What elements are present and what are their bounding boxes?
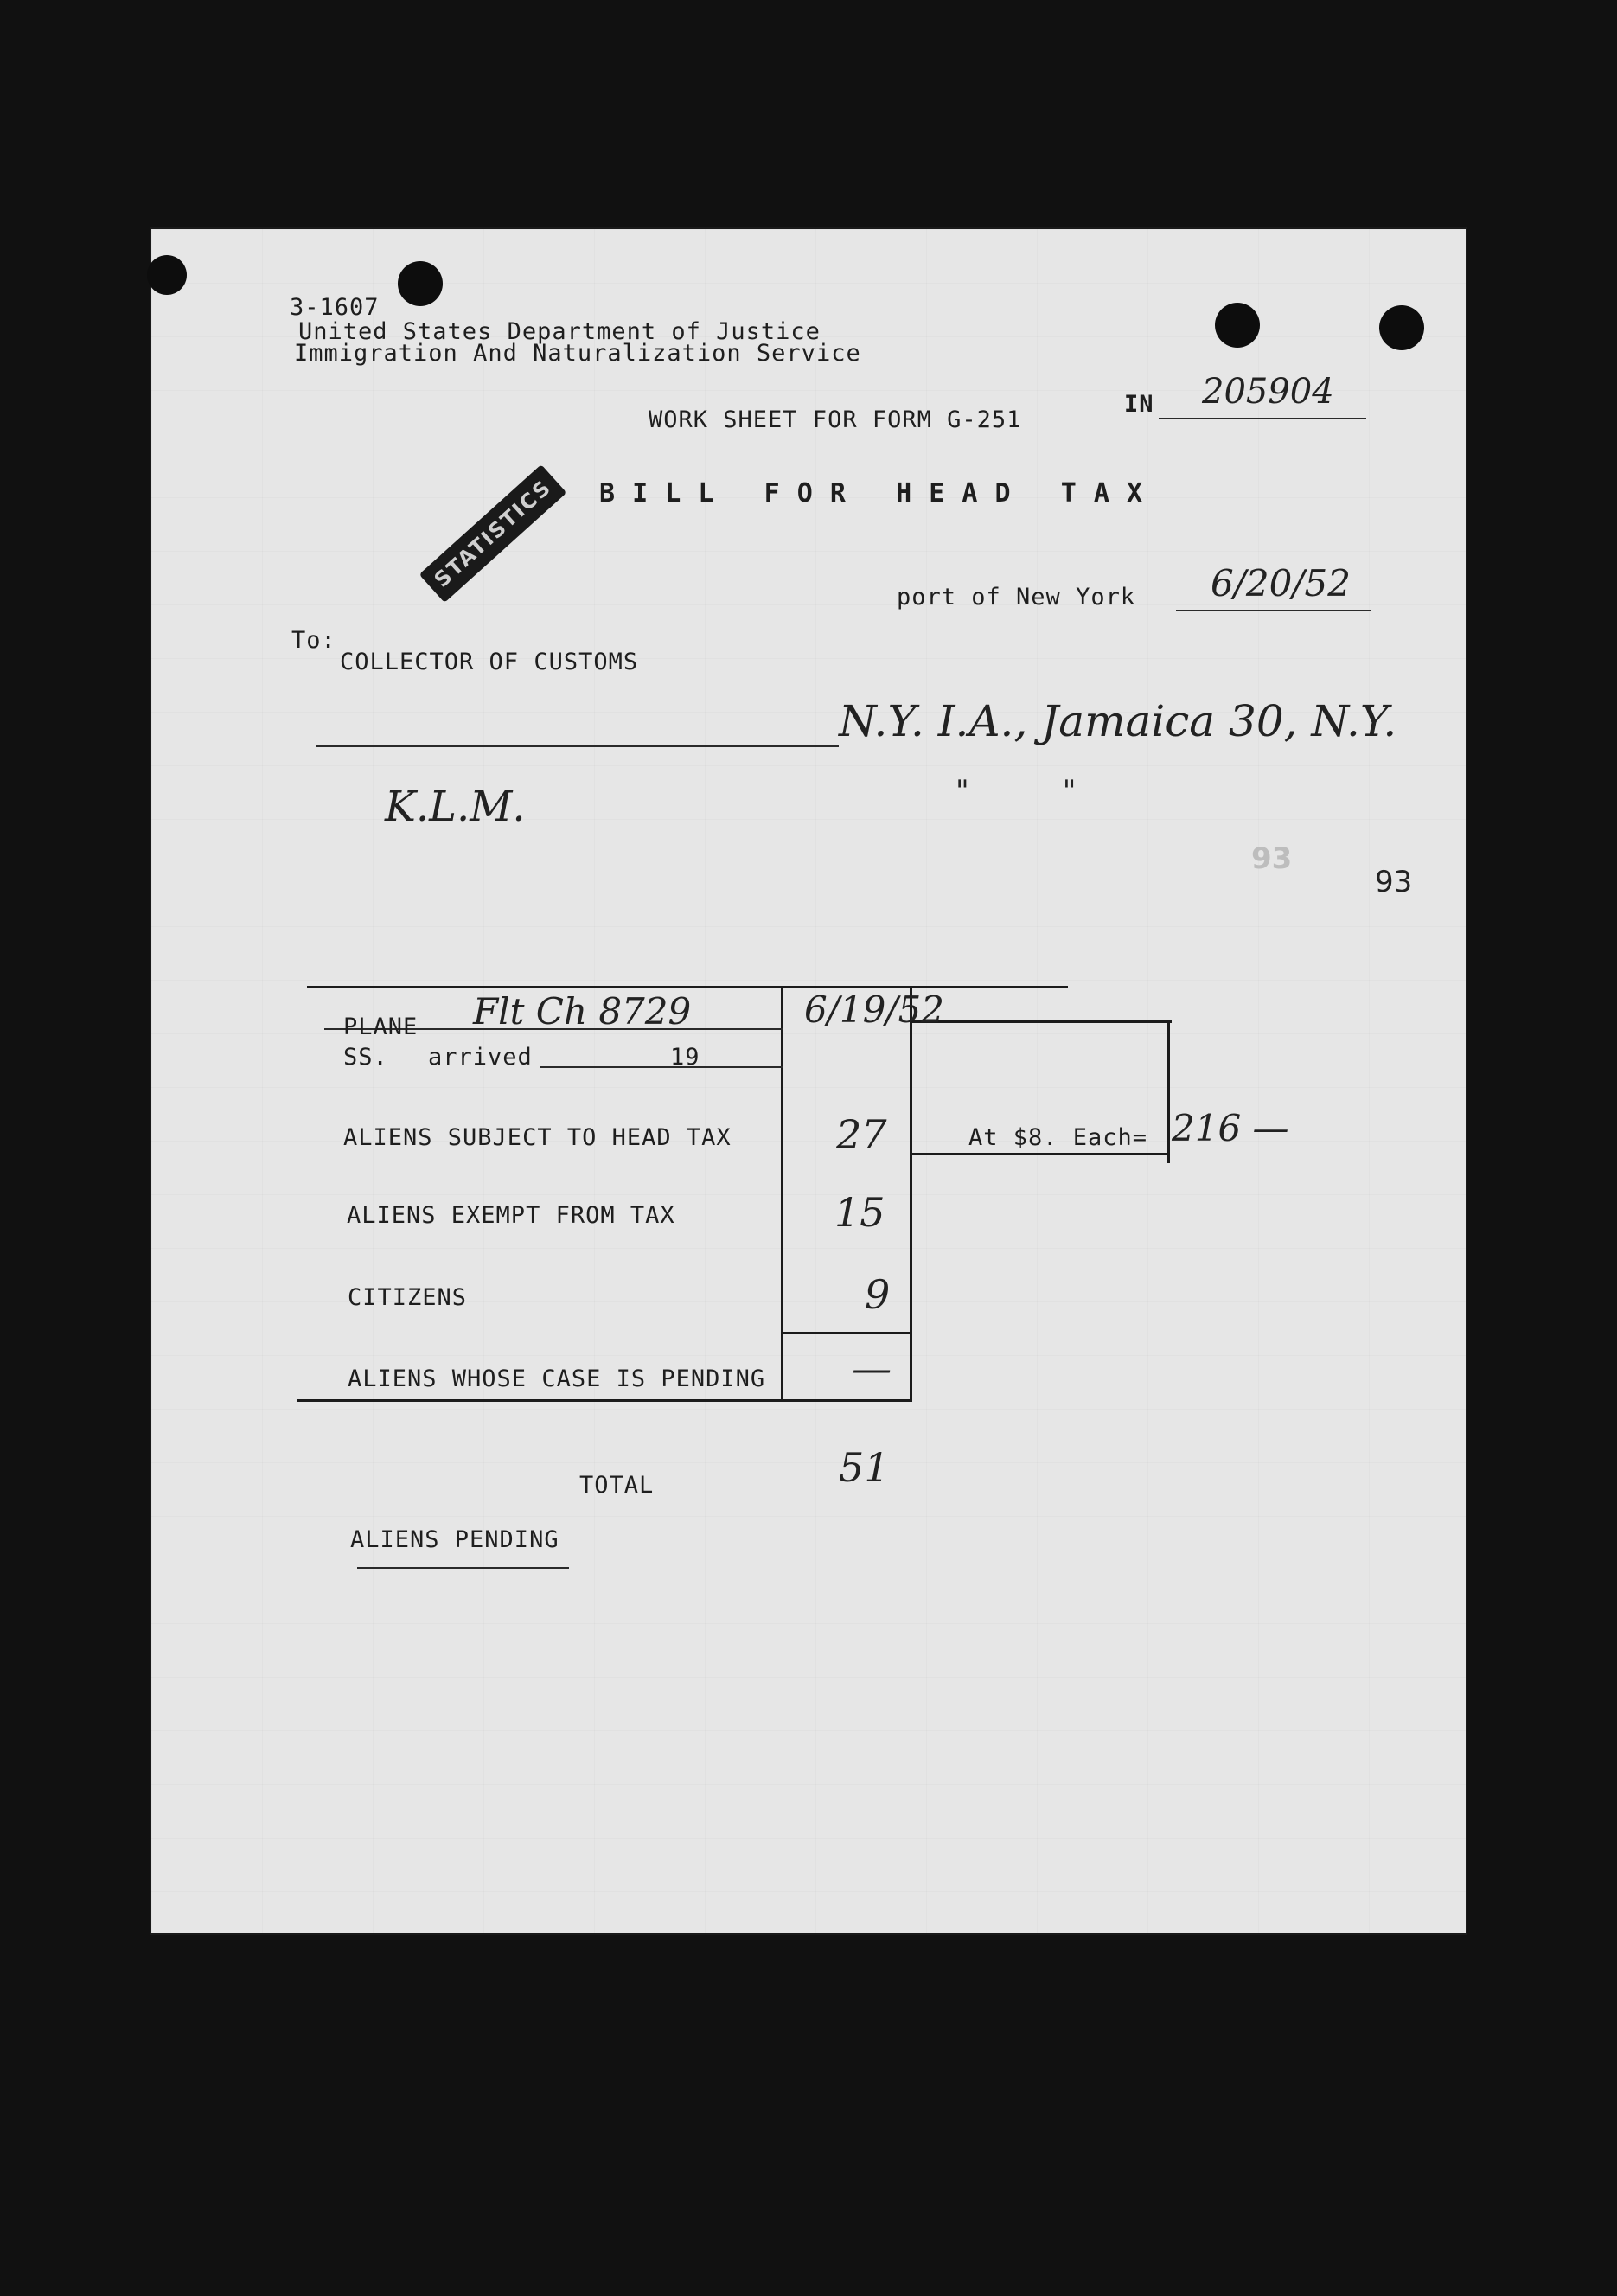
to-label: To: [291, 627, 336, 654]
form-number: 3-1607 [290, 294, 380, 321]
aliens-pending-label: ALIENS PENDING [350, 1526, 559, 1553]
addressee: COLLECTOR OF CUSTOMS [340, 649, 639, 675]
faded-number: 93 [1251, 841, 1293, 876]
rate-box-bottom [912, 1153, 1170, 1155]
statistics-stamp: STATISTICS [419, 464, 567, 603]
punch-hole [147, 255, 187, 295]
plane-value: Flt Ch 8729 [473, 990, 692, 1033]
table-bottom-border [297, 1399, 912, 1402]
port-label: port of New York [897, 584, 1136, 611]
in-number: 205904 [1202, 372, 1334, 412]
in-label: IN [1124, 391, 1154, 418]
aliens-pending-underline [357, 1567, 569, 1569]
page-number: 93 [1375, 865, 1413, 899]
rate-box-top [912, 1020, 1172, 1023]
row-label-subject-to-tax: ALIENS SUBJECT TO HEAD TAX [343, 1124, 732, 1151]
in-number-underline [1159, 418, 1366, 419]
year-prefix: 19 [670, 1044, 700, 1071]
arrived-underline [540, 1066, 783, 1068]
row-value-exempt: 15 [834, 1189, 885, 1236]
port-date: 6/20/52 [1211, 562, 1351, 604]
carrier-handwritten: K.L.M. [385, 783, 526, 831]
document-page [151, 229, 1466, 1933]
port-date-underline [1176, 610, 1371, 611]
punch-hole [1215, 303, 1260, 348]
ditto-marks: " " [956, 774, 1077, 809]
rate-label: At $8. Each= [968, 1124, 1148, 1151]
plane-label: PLANE [343, 1014, 419, 1040]
location-handwritten: N.Y. I.A., Jamaica 30, N.Y. [839, 696, 1397, 746]
total-label: TOTAL [579, 1472, 655, 1499]
punch-hole [1379, 305, 1424, 350]
row-label-pending: ALIENS WHOSE CASE IS PENDING [348, 1365, 766, 1392]
arrived-label: arrived [428, 1044, 533, 1071]
row-value-citizens: 9 [865, 1271, 891, 1318]
row-value-pending: — [852, 1345, 892, 1391]
total-line [781, 1332, 912, 1334]
row-label-citizens: CITIZENS [348, 1284, 468, 1311]
rate-box-right [1167, 1020, 1170, 1163]
rate-total: 216 — [1172, 1107, 1289, 1149]
row-label-exempt: ALIENS EXEMPT FROM TAX [347, 1202, 675, 1229]
arrival-date: 6/19/52 [804, 988, 944, 1031]
bill-title: B I L L F O R H E A D T A X [599, 478, 1144, 508]
worksheet-title: WORK SHEET FOR FORM G-251 [649, 406, 1022, 433]
table-top-border [307, 986, 1068, 988]
ss-label: SS. [343, 1044, 388, 1071]
row-value-subject-to-tax: 27 [836, 1111, 887, 1158]
table-right-divider [910, 986, 912, 1401]
total-value: 51 [839, 1444, 890, 1491]
address-line [316, 745, 839, 747]
agency-service: Immigration And Naturalization Service [294, 340, 861, 367]
table-inner-divider [781, 986, 783, 1401]
punch-hole [398, 261, 443, 306]
agency-department: United States Department of Justice [298, 318, 821, 345]
